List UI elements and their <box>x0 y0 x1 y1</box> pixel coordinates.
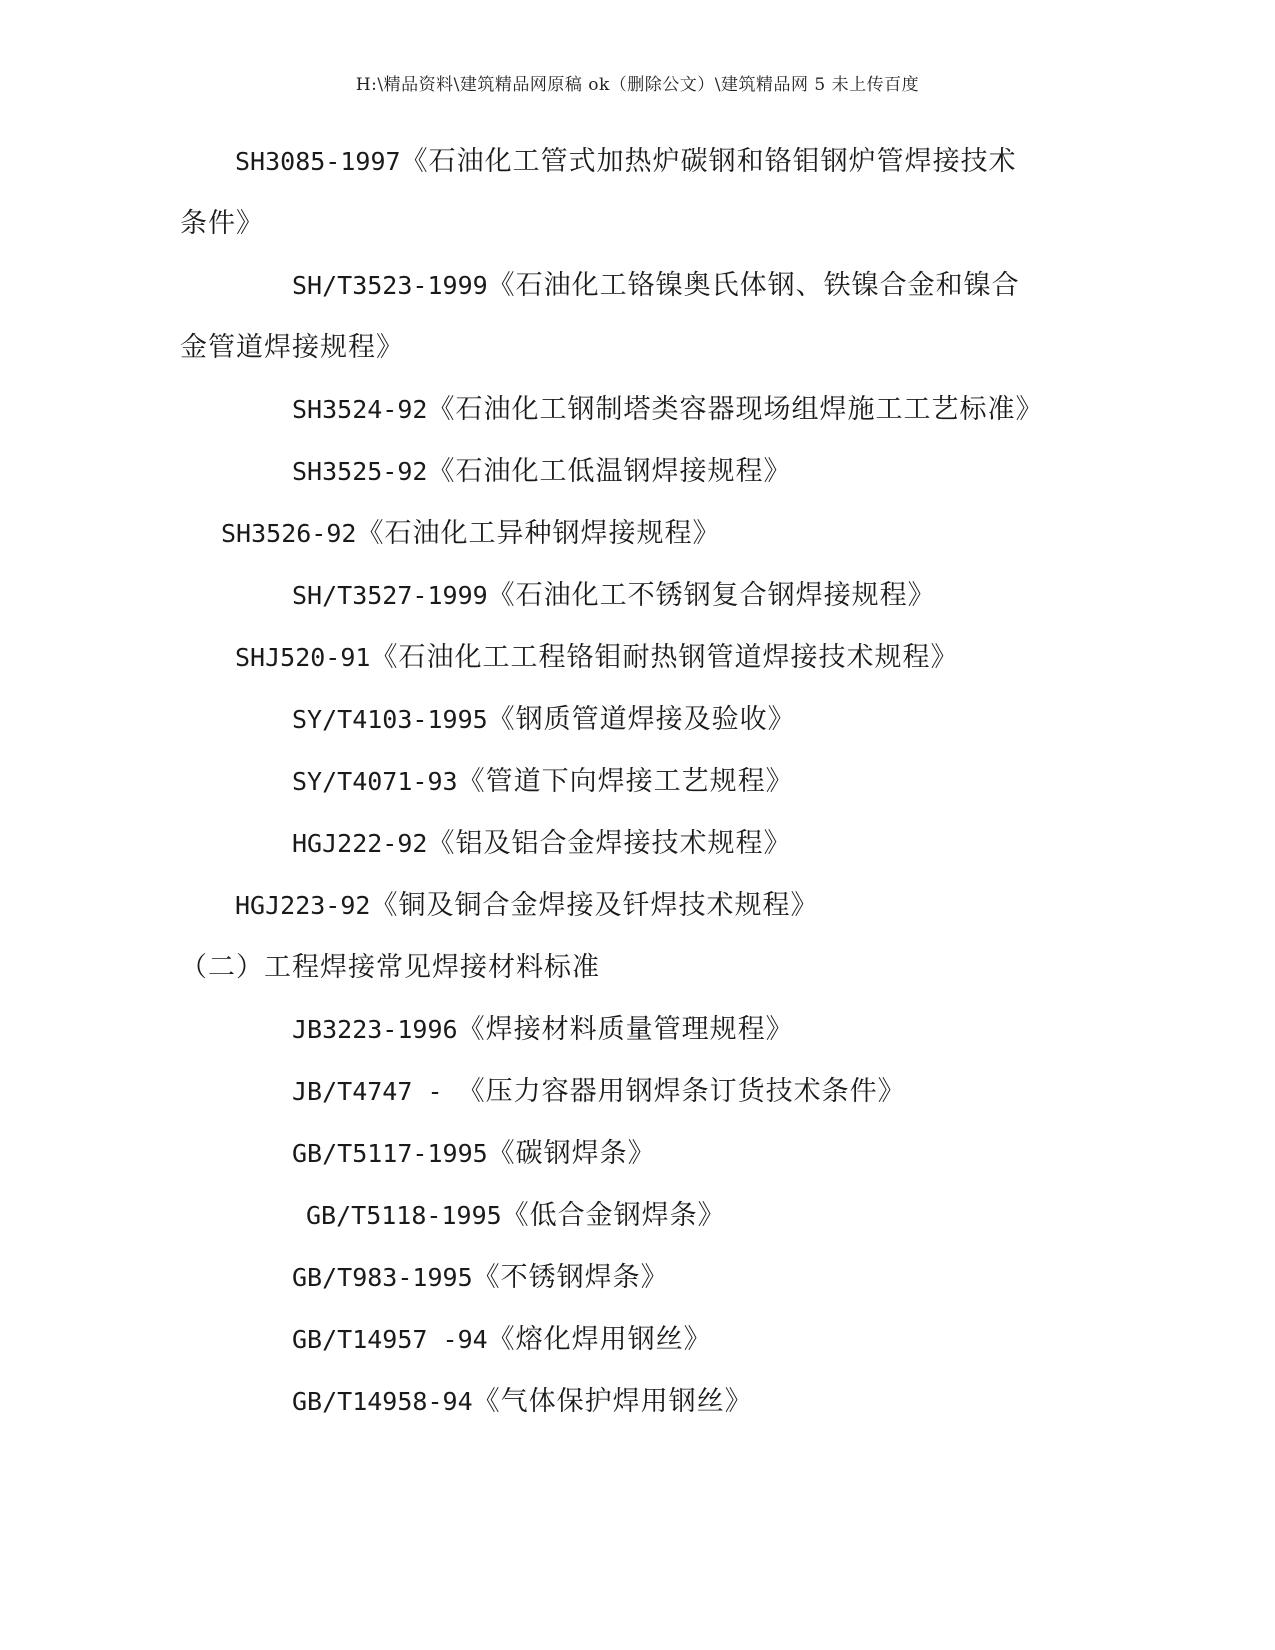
standard-title: 《石油化工钢制塔类容器现场组焊施工工艺标准》 <box>427 394 1044 425</box>
standard-line <box>235 145 1017 179</box>
standard-title: 《不锈钢焊条》 <box>472 1262 669 1293</box>
standard-code: JB3223-1996 <box>292 1015 458 1044</box>
standard-code: SY/T4103-1995 <box>292 705 488 734</box>
standard-line <box>292 393 1043 427</box>
standard-code: HGJ222-92 <box>292 829 428 858</box>
standard-line-continuation <box>180 331 404 365</box>
standard-code: GB/T14957 -94 <box>292 1325 488 1354</box>
section-heading <box>180 951 600 985</box>
section-heading-text: （二）工程焊接常见焊接材料标准 <box>180 952 600 983</box>
standard-title: 金管道焊接规程》 <box>180 332 404 363</box>
standard-title: 《石油化工异种钢焊接规程》 <box>356 518 721 549</box>
standard-code: SY/T4071-93 <box>292 767 458 796</box>
standard-code: SH3526-92 <box>221 519 357 548</box>
standard-line <box>292 1323 712 1357</box>
standard-line <box>292 1385 753 1419</box>
standard-title: 《钢质管道焊接及验收》 <box>487 704 796 735</box>
standard-line <box>235 889 818 923</box>
standard-title: 《石油化工不锈钢复合钢焊接规程》 <box>487 580 936 611</box>
standard-title: 《石油化工工程铬钼耐热钢管道焊接技术规程》 <box>370 642 959 673</box>
standard-line <box>292 703 796 737</box>
standard-code: GB/T983-1995 <box>292 1263 473 1292</box>
standard-code: GB/T5118-1995 <box>306 1201 502 1230</box>
standard-line <box>221 517 720 551</box>
standard-code: SH/T3523-1999 <box>292 271 488 300</box>
standard-title: 《铝及铝合金焊接技术规程》 <box>427 828 792 859</box>
standard-code: HGJ223-92 <box>235 891 371 920</box>
standard-line <box>292 1261 669 1295</box>
standard-title: 《石油化工低温钢焊接规程》 <box>427 456 792 487</box>
standard-line <box>292 1137 656 1171</box>
standard-code: SH3524-92 <box>292 395 428 424</box>
standard-code: JB/T4747 - <box>292 1077 458 1106</box>
standard-line <box>292 1013 794 1047</box>
standard-title: 《碳钢焊条》 <box>487 1138 656 1169</box>
standard-title: 条件》 <box>180 208 264 239</box>
standard-line <box>292 269 1020 303</box>
standard-line <box>306 1199 726 1233</box>
standard-code: SH3525-92 <box>292 457 428 486</box>
standard-line <box>292 1075 906 1109</box>
standard-code: GB/T14958-94 <box>292 1387 473 1416</box>
standard-code: SH3085-1997 <box>235 147 401 176</box>
standard-code: GB/T5117-1995 <box>292 1139 488 1168</box>
standard-title: 《压力容器用钢焊条订货技术条件》 <box>457 1076 906 1107</box>
standard-title: 《铜及铜合金焊接及钎焊技术规程》 <box>370 890 819 921</box>
standard-line <box>292 579 936 613</box>
standard-code: SH/T3527-1999 <box>292 581 488 610</box>
standard-line <box>292 827 791 861</box>
standard-line-continuation <box>180 207 264 241</box>
standard-title: 《石油化工管式加热炉碳钢和铬钼钢炉管焊接技术 <box>400 146 1017 177</box>
standard-title: 《石油化工铬镍奥氏体钢、铁镍合金和镍合 <box>487 270 1020 301</box>
standard-title: 《管道下向焊接工艺规程》 <box>457 766 794 797</box>
standard-line <box>235 641 958 675</box>
standard-title: 《焊接材料质量管理规程》 <box>457 1014 794 1045</box>
standard-line <box>292 455 791 489</box>
standard-code: SHJ520-91 <box>235 643 371 672</box>
standard-title: 《气体保护焊用钢丝》 <box>472 1386 753 1417</box>
standard-title: 《熔化焊用钢丝》 <box>487 1324 712 1355</box>
standard-title: 《低合金钢焊条》 <box>501 1200 726 1231</box>
standard-line <box>292 765 794 799</box>
file-path-header: H:\精品资料\建筑精品网原稿 ok（删除公文）\建筑精品网 5 未上传百度 <box>355 75 920 95</box>
